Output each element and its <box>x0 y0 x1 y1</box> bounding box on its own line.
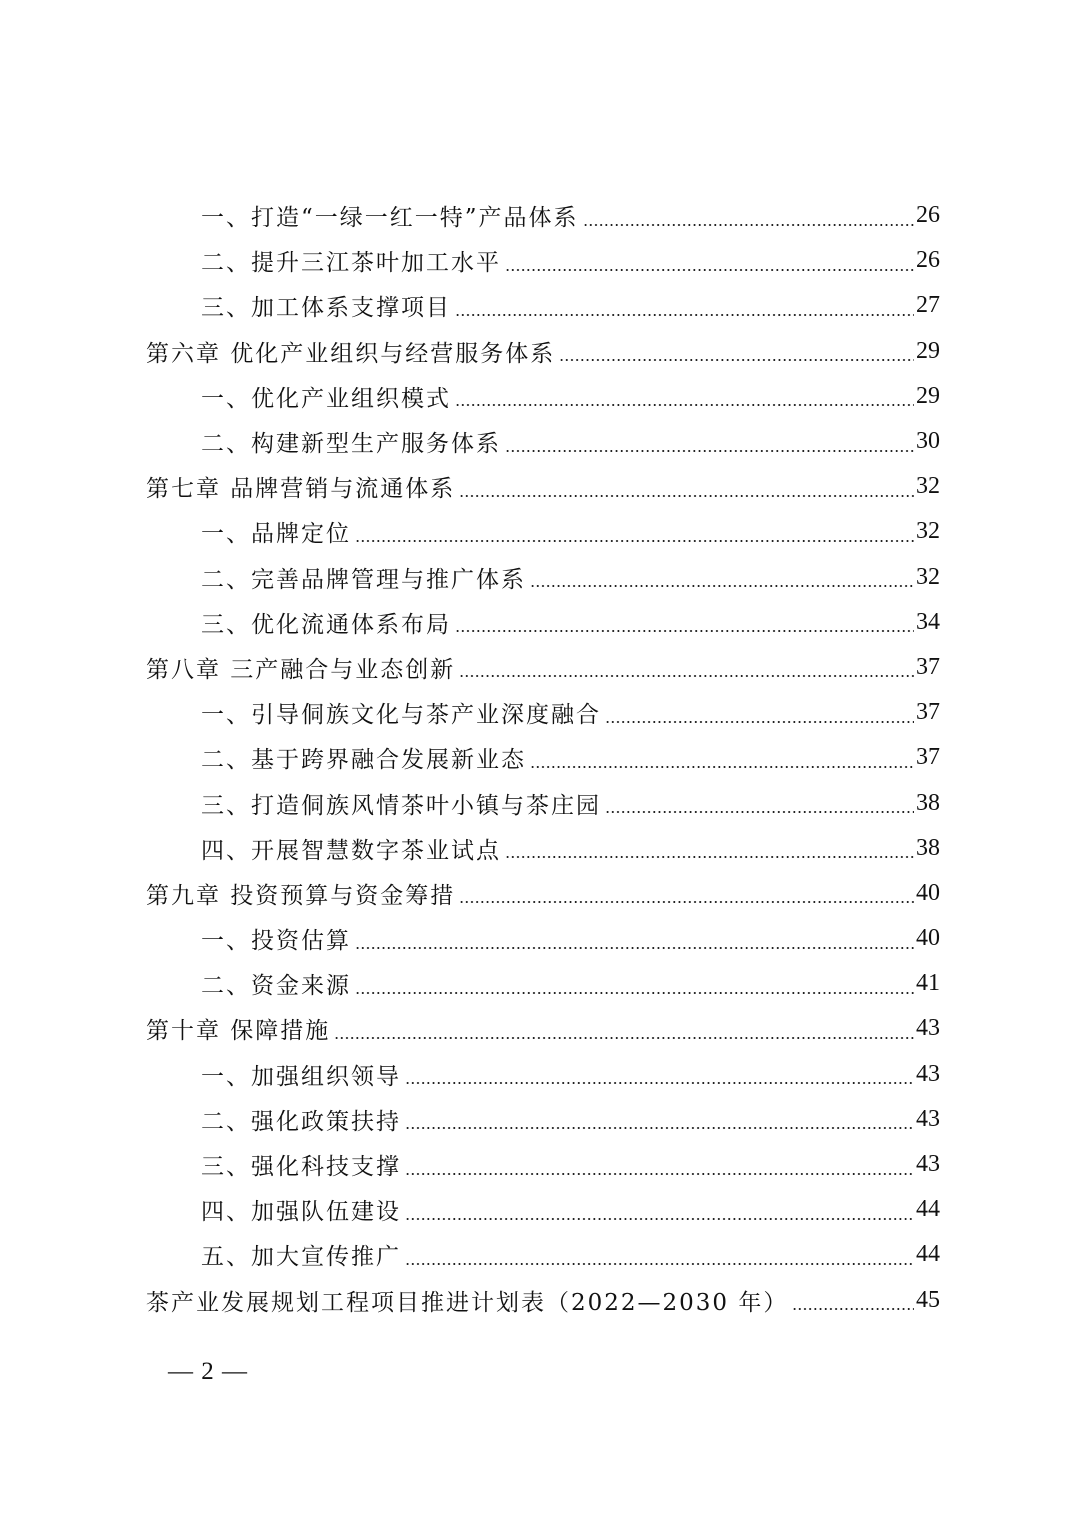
dot-leader <box>355 947 914 949</box>
toc-entry-title: 二、完善品牌管理与推广体系 <box>201 566 526 593</box>
toc-section-entry[interactable] <box>0 690 1074 735</box>
table-of-contents <box>0 193 1074 1323</box>
toc-entry-title: 一、投资估算 <box>201 928 351 955</box>
toc-entry-title: 四、开展智慧数字茶业试点 <box>201 837 501 864</box>
toc-entry-page-number: 30 <box>916 428 940 455</box>
toc-entry-title: 三、强化科技支撑 <box>201 1154 401 1181</box>
toc-entry-title: 第六章 优化产业组织与经营服务体系 <box>146 340 556 367</box>
toc-entry-title: 第七章 品牌营销与流通体系 <box>146 476 456 503</box>
toc-entry-title: 三、加工体系支撑项目 <box>201 295 451 322</box>
dot-leader <box>355 992 914 994</box>
toc-entry-page-number: 44 <box>916 1196 940 1223</box>
toc-entry-page-number: 40 <box>916 925 940 952</box>
toc-section-entry[interactable] <box>0 1097 1074 1142</box>
dot-leader <box>459 901 914 903</box>
toc-entry-page-number: 29 <box>916 382 940 409</box>
toc-entry-page-number: 43 <box>916 1105 940 1132</box>
dot-leader <box>530 585 914 587</box>
toc-entry-page-number: 37 <box>916 744 940 771</box>
dot-leader <box>505 450 914 452</box>
dot-leader <box>334 1037 914 1039</box>
dot-leader <box>459 675 914 677</box>
toc-chapter-entry[interactable] <box>0 329 1074 374</box>
dot-leader <box>505 856 914 858</box>
toc-entry-page-number: 43 <box>916 1060 940 1087</box>
toc-entry-title: 四、加强队伍建设 <box>201 1199 401 1226</box>
toc-entry-title: 二、强化政策扶持 <box>201 1108 401 1135</box>
dot-leader <box>459 495 914 497</box>
dot-leader <box>559 359 914 361</box>
toc-entry-title: 二、基于跨界融合发展新业态 <box>201 747 526 774</box>
toc-entry-page-number: 37 <box>916 699 940 726</box>
toc-section-entry[interactable] <box>0 826 1074 871</box>
toc-entry-page-number: 40 <box>916 879 940 906</box>
toc-section-entry[interactable] <box>0 1142 1074 1187</box>
toc-section-entry[interactable] <box>0 916 1074 961</box>
dot-leader <box>583 224 914 226</box>
toc-entry-page-number: 32 <box>916 473 940 500</box>
toc-section-entry[interactable] <box>0 1187 1074 1232</box>
toc-entry-title: 一、打造“一绿一红一特”产品体系 <box>201 205 579 232</box>
toc-entry-title: 一、品牌定位 <box>201 521 351 548</box>
dot-leader <box>792 1308 914 1310</box>
toc-entry-title: 第八章 三产融合与业态创新 <box>146 656 456 683</box>
toc-entry-title: 二、资金来源 <box>201 973 351 1000</box>
toc-entry-title: 五、加大宣传推广 <box>201 1244 401 1271</box>
toc-entry-page-number: 32 <box>916 518 940 545</box>
toc-chapter-entry[interactable] <box>0 645 1074 690</box>
toc-entry-page-number: 37 <box>916 653 940 680</box>
toc-section-entry[interactable] <box>0 283 1074 328</box>
toc-entry-title: 二、提升三江茶叶加工水平 <box>201 250 501 277</box>
toc-entry-title: 一、优化产业组织模式 <box>201 385 451 412</box>
toc-entry-page-number: 34 <box>916 608 940 635</box>
page-number: — 2 — <box>168 1358 248 1385</box>
toc-entry-title: 二、构建新型生产服务体系 <box>201 431 501 458</box>
toc-entry-title: 第九章 投资预算与资金筹措 <box>146 882 456 909</box>
dot-leader <box>405 1218 914 1220</box>
toc-section-entry[interactable] <box>0 555 1074 600</box>
dot-leader <box>605 811 914 813</box>
dot-leader <box>505 269 914 271</box>
toc-section-entry[interactable] <box>0 1052 1074 1097</box>
toc-chapter-entry[interactable] <box>0 871 1074 916</box>
toc-section-entry[interactable] <box>0 600 1074 645</box>
dot-leader <box>405 1082 914 1084</box>
dot-leader <box>455 404 914 406</box>
toc-entry-title: 一、引导侗族文化与茶产业深度融合 <box>201 702 601 729</box>
toc-entry-page-number: 27 <box>916 292 940 319</box>
toc-section-entry[interactable] <box>0 780 1074 825</box>
toc-entry-page-number: 43 <box>916 1015 940 1042</box>
toc-chapter-entry[interactable] <box>0 1006 1074 1051</box>
toc-section-entry[interactable] <box>0 193 1074 238</box>
dot-leader <box>455 630 914 632</box>
toc-section-entry[interactable] <box>0 238 1074 283</box>
toc-entry-page-number: 26 <box>916 202 940 229</box>
toc-entry-title: 茶产业发展规划工程项目推进计划表（2022—2030 年） <box>146 1289 789 1316</box>
dot-leader <box>455 314 914 316</box>
toc-entry-title: 三、打造侗族风情茶叶小镇与茶庄园 <box>201 792 601 819</box>
toc-section-entry[interactable] <box>0 509 1074 554</box>
toc-entry-title: 三、优化流通体系布局 <box>201 611 451 638</box>
toc-entry-page-number: 38 <box>916 789 940 816</box>
dot-leader <box>405 1127 914 1129</box>
toc-section-entry[interactable] <box>0 1232 1074 1277</box>
toc-entry-title: 第十章 保障措施 <box>146 1018 331 1045</box>
toc-entry-page-number: 43 <box>916 1151 940 1178</box>
dot-leader <box>605 721 914 723</box>
toc-entry-page-number: 38 <box>916 834 940 861</box>
toc-section-entry[interactable] <box>0 961 1074 1006</box>
dot-leader <box>530 766 914 768</box>
dot-leader <box>405 1173 914 1175</box>
toc-chapter-entry[interactable] <box>0 1278 1074 1323</box>
toc-entry-title: 一、加强组织领导 <box>201 1063 401 1090</box>
toc-entry-page-number: 26 <box>916 247 940 274</box>
toc-chapter-entry[interactable] <box>0 464 1074 509</box>
dot-leader <box>355 540 914 542</box>
toc-section-entry[interactable] <box>0 735 1074 780</box>
toc-entry-page-number: 45 <box>916 1286 940 1313</box>
toc-section-entry[interactable] <box>0 374 1074 419</box>
toc-entry-page-number: 41 <box>916 970 940 997</box>
toc-entry-page-number: 44 <box>916 1241 940 1268</box>
toc-entry-page-number: 29 <box>916 337 940 364</box>
toc-section-entry[interactable] <box>0 419 1074 464</box>
dot-leader <box>405 1263 914 1265</box>
toc-entry-page-number: 32 <box>916 563 940 590</box>
